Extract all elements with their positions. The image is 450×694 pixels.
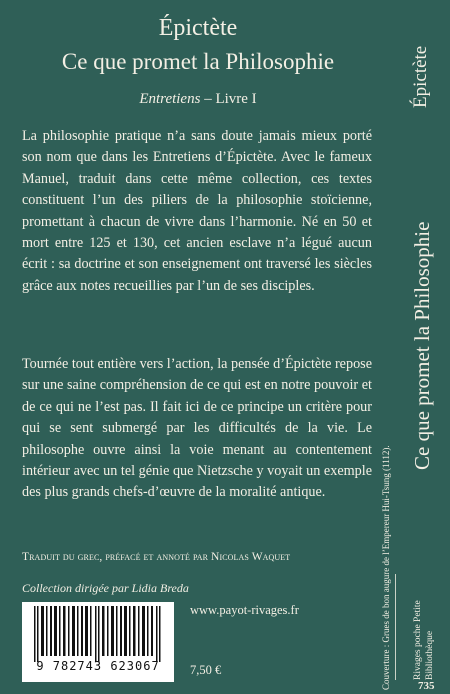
book-title: Ce que promet la Philosophie <box>61 49 335 74</box>
translation-credit-text: Traduit du grec, préfacé et annoté par Nicolas Waquet <box>22 551 291 563</box>
price: 7,50 € <box>190 663 222 677</box>
subtitle-volume: – Livre I <box>200 91 257 107</box>
publisher-website: www.payot-rivages.fr <box>190 603 299 617</box>
blurb-paragraph-1: La philosophie pratique n’a sans doute jamais mieux porté son nom que dans les Entretiens d’Épictète. Avec le fameux Manuel, traduit dans cette même collection, ces textes constituent l’un des piliers de la philosophie stoïcienne, promettant à chacun de vivre dans l’harmonie. Né en 50 et mort entre 125 et 130, cet ancien esclave n’a légué aucun écrit : sa doctrine et son enseignement ont traversé les siècles grâce aux notes recueillies par l’un de ses disciples. <box>22 128 372 294</box>
collection-credit: Collection dirigée par Lidia Breda <box>22 581 189 595</box>
translation-credit <box>22 551 290 563</box>
spine-number: 735 <box>418 680 435 692</box>
subtitle-work: Entretiens <box>139 91 201 107</box>
blurb-paragraph-2: Tournée tout entière vers l’action, la pensée d’Épictète repose sur une saine compréhension de ce qui est en notre pouvoir et de ce qui ne l’est pas. Il fait ici de ce principe un critère pour qui se sent submergé par les difficultés de la vie. Le philosophe ouvre ainsi la voie menant au contentement intérieur avec un tel génie que Nietzsche y voyait un exemple des plus grands chefs-d’œuvre de la moralité antique. <box>22 356 372 501</box>
book-subtitle <box>0 90 396 108</box>
spine-title: Ce que promet la Philosophie <box>410 221 434 470</box>
spine-series: Rivages poche Petite Bibliothèque <box>413 600 435 680</box>
author-name: Épictète <box>158 15 238 41</box>
cover-credit: Couverture : Grues de bon augure de l’Empereur Hui-Tsung (1112). <box>381 445 391 690</box>
isbn-number: 9 782743 623067 <box>36 659 160 673</box>
spine-author: Épictète <box>410 45 431 108</box>
barcode-bars <box>22 606 174 664</box>
